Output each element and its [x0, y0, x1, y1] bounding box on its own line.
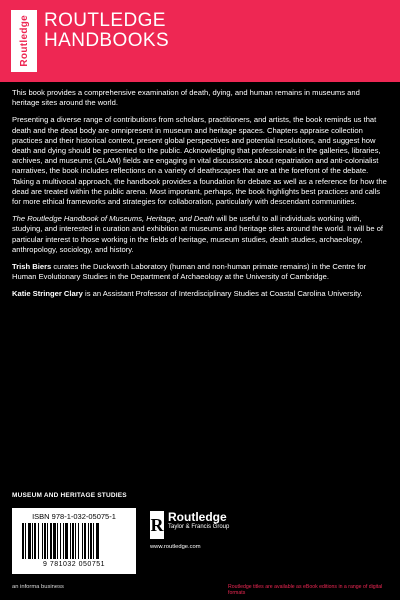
informa-tagline: an informa business [12, 584, 64, 590]
paragraph-3-rest: will be useful to all individuals working with, studying, and interested in curation and exhibition at museums and heritage sites around the world. It will be of particular interest to those working in the fields of heritage, museum studies, death studies, archaeology, anthropology, sociology, and history. [12, 214, 384, 254]
ebook-note: Routledge titles are available as eBook editions in a range of digital formats [228, 584, 383, 596]
brand-line-2: HANDBOOKS [44, 30, 170, 51]
barcode-bars [22, 523, 126, 559]
isbn: ISBN 978-1-032-05075-1 [32, 512, 116, 521]
publisher-name: Routledge [168, 510, 227, 524]
barcode [12, 508, 136, 574]
series-banner [0, 0, 400, 82]
author-1-name: Trish Biers [12, 262, 52, 272]
series-name: MUSEUM AND HERITAGE STUDIES [12, 492, 127, 499]
routledge-logo [11, 10, 37, 72]
publisher-group: Taylor & Francis Group [168, 524, 230, 530]
publisher-url: www.routledge.com [150, 544, 201, 550]
author-2-text: is an Assistant Professor of Interdisciplinary Studies at Coastal Carolina University. [82, 289, 363, 299]
author-2-name: Katie Stringer Clary [12, 289, 83, 299]
barcode-digits: 9 781032 050751 [43, 561, 105, 568]
author-1-text: curates the Duckworth Laboratory (human and non-human primate remains) in the Centre for Human Evolutionary Studies in the Department of Archaeology at the University of Cambridge. [12, 262, 367, 282]
brand-line-1: ROUTLEDGE [44, 10, 166, 31]
series-brand [44, 11, 169, 51]
svg-text:R: R [150, 515, 164, 535]
blurb [12, 88, 388, 307]
paragraph-2: Presenting a diverse range of contributions from scholars, practitioners, and artists, the book reminds us that death and the dead body are omnipresent in museum and heritage spaces. Chapters appraise collection practices and their historical context, present global perspectives and potential resolutions, and suggest how death and dying should be presented to the public. Acknowledging that professionals in the galleries, libraries, archives, and museums (GLAM) fields are engaging in vital discussions about repatriation and anti-colonialist narratives, the book includes reflections on a variety of deathscapes that are at the forefront of the debate. Taking a multivocal approach, the handbook provides a foundation for debate as well as a reference for how the dead are treated within the public arena. Most important, perhaps, the book highlights best practices and calls for more ethical frameworks and strategies for collaboration, particularly with descendant communities. [12, 115, 387, 207]
logo-text: Routledge [18, 15, 30, 67]
paragraph-1: This book provides a comprehensive examination of death, dying, and human remains in museums and heritage sites around the world. [12, 88, 360, 108]
author-2-bio [12, 289, 388, 299]
author-1-bio [12, 262, 388, 282]
book-title: The Routledge Handbook of Museums, Heritage, and Death [12, 214, 215, 224]
routledge-r-icon [150, 511, 164, 539]
paragraph-3 [12, 214, 388, 255]
